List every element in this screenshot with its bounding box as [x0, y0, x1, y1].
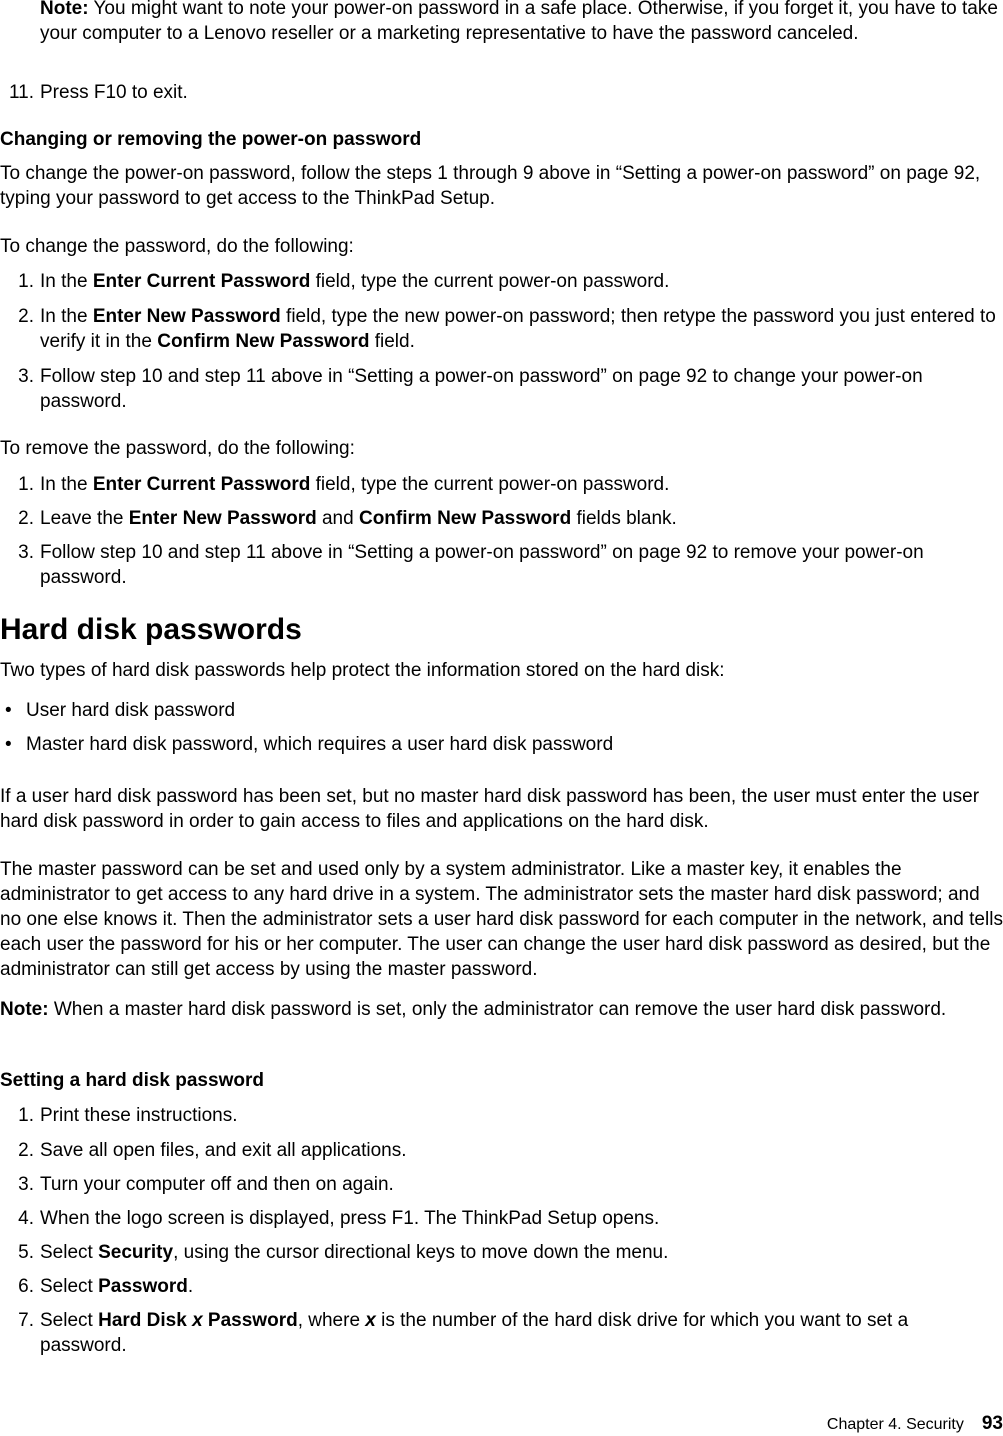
step-text: Select Security, using the cursor directional keys to move down the menu. — [40, 1242, 669, 1263]
step-text: In the Enter New Password field, type the new power-on password; then retype the password you just entered to verify it in the Confirm New Password field. — [40, 306, 996, 352]
step-text: Turn your computer off and then on again. — [40, 1174, 394, 1195]
step-number: 3. — [18, 542, 34, 563]
step-text: Select Hard Disk x Password, where x is the number of the hard disk drive for which you want to set a password. — [40, 1310, 909, 1356]
step-text: When the logo screen is displayed, press F1. The ThinkPad Setup opens. — [40, 1208, 660, 1229]
page-footer — [0, 1413, 1003, 1436]
paragraph: Two types of hard disk passwords help protect the information stored on the hard disk: — [0, 660, 725, 681]
step-number: 3. — [18, 366, 34, 387]
section-title: Hard disk passwords — [0, 613, 302, 646]
step-number: 5. — [18, 1242, 34, 1263]
note-label: Note: — [0, 999, 49, 1020]
paragraph: To change the password, do the following: — [0, 236, 354, 257]
bullet-glyph: • — [5, 734, 12, 755]
step-text: Follow step 10 and step 11 above in “Setting a power-on password” on page 92 to remove your power-on password. — [40, 542, 924, 588]
step-text: Select Password. — [40, 1276, 194, 1297]
note-label: Note: — [40, 0, 89, 19]
step-number: 6. — [18, 1276, 34, 1297]
step-text: Print these instructions. — [40, 1105, 238, 1126]
paragraph: To change the power-on password, follow the steps 1 through 9 above in “Setting a power-on password” on page 92, typing your password to get access to the ThinkPad Setup. — [0, 163, 981, 209]
list-item: User hard disk password — [26, 700, 236, 721]
step-text: Leave the Enter New Password and Confirm New Password fields blank. — [40, 508, 677, 529]
step-number: 3. — [18, 1174, 34, 1195]
step-text: Press F10 to exit. — [40, 82, 188, 103]
step-text: In the Enter Current Password field, type the current power-on password. — [40, 474, 670, 495]
chapter-label: Chapter 4. Security — [826, 1416, 964, 1433]
section-heading: Changing or removing the power-on password — [0, 129, 422, 150]
step-number: 11. — [8, 82, 34, 103]
step-number: 7. — [18, 1310, 34, 1331]
step-number: 4. — [18, 1208, 34, 1229]
step-number: 2. — [18, 1140, 34, 1161]
note-paragraph — [40, 0, 1003, 46]
paragraph: If a user hard disk password has been set, but no master hard disk password has been, the user must enter the user hard disk password in order to gain access to files and applications on the hard disk. — [0, 786, 980, 832]
step-number: 2. — [18, 508, 34, 529]
note-paragraph — [0, 997, 1003, 1022]
section-heading: Setting a hard disk password — [0, 1070, 264, 1091]
step-text: Follow step 10 and step 11 above in “Setting a power-on password” on page 92 to change your power-on password. — [40, 366, 923, 412]
paragraph: The master password can be set and used only by a system administrator. Like a master key, it enables the administrator to get access to any hard drive in a system. The administrator sets the master hard disk password; and no one else knows it. Then the administrator sets a user hard disk password for each computer in the network, and tells each user the password for his or her computer. The user can change the user hard disk password as desired, but the administrator can still get access by using the master password. — [0, 859, 1003, 980]
page-number: 93 — [981, 1413, 1003, 1434]
step-number: 1. — [18, 474, 34, 495]
note-text: When a master hard disk password is set, only the administrator can remove the user hard disk password. — [53, 999, 947, 1020]
step-text: Save all open files, and exit all applications. — [40, 1140, 407, 1161]
paragraph: To remove the password, do the following: — [0, 438, 355, 459]
step-number: 1. — [18, 1105, 34, 1126]
step-text: In the Enter Current Password field, type the current power-on password. — [40, 271, 670, 292]
step-number: 1. — [18, 271, 34, 292]
list-item: Master hard disk password, which requires a user hard disk password — [26, 734, 614, 755]
bullet-glyph: • — [5, 700, 12, 721]
note-text: You might want to note your power-on password in a safe place. Otherwise, if you forget it, you have to take your computer to a Lenovo reseller or a marketing representative to have the password canceled. — [40, 0, 998, 44]
step-number: 2. — [18, 306, 34, 327]
